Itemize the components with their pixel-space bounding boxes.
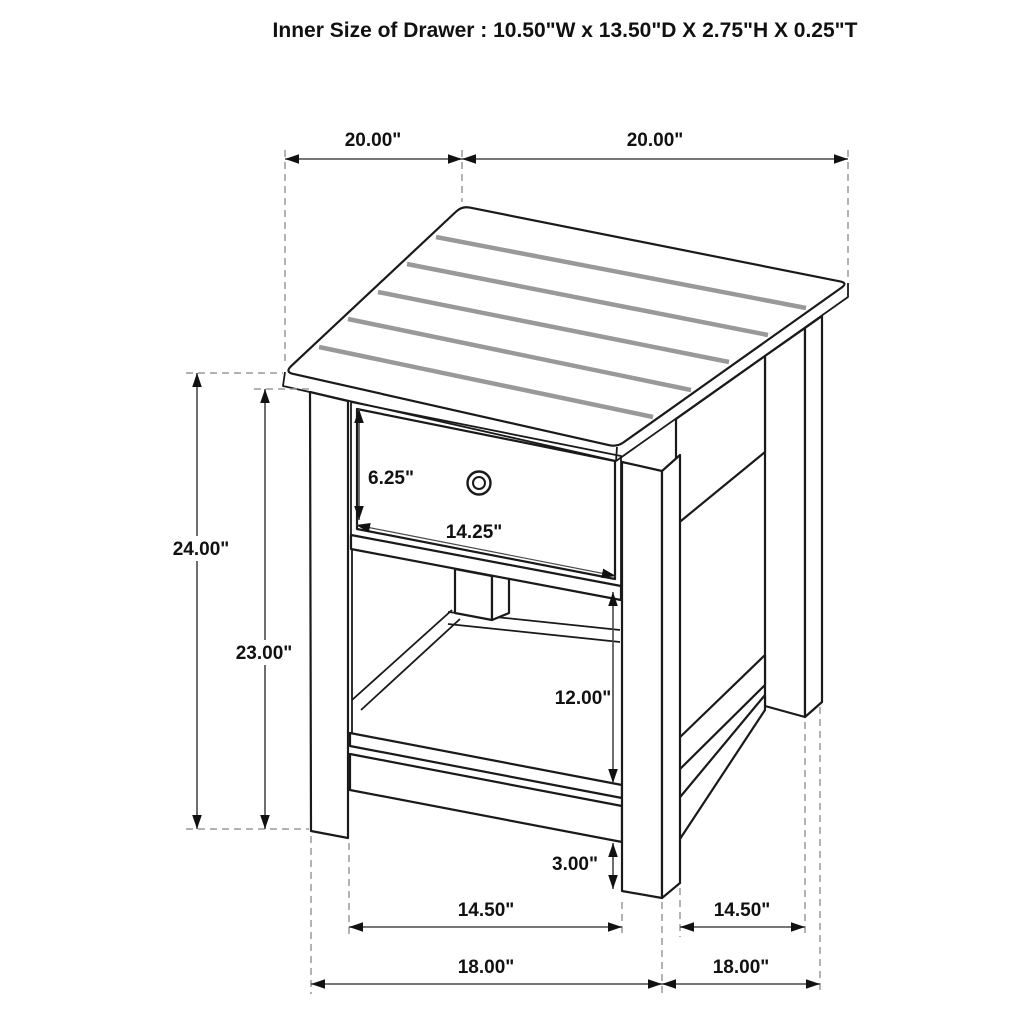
dim-label-inner-width-front: 14.50" [457, 900, 515, 921]
back-right-leg [765, 316, 822, 717]
dim-leg-height [230, 389, 300, 829]
dim-label-drawer-to-shelf: 12.00" [554, 688, 612, 709]
dim-outer-width-front [311, 957, 662, 989]
dim-label-drawer-height: 6.25" [368, 468, 414, 489]
dim-top-width-left [285, 130, 462, 164]
front-left-leg [310, 392, 348, 838]
diagram-title: Inner Size of Drawer : 10.50"W x 13.50"D X 2.75"H X 0.25"T [272, 19, 858, 42]
dim-label-outer-width-front: 18.00" [457, 957, 515, 978]
dim-overall-height [166, 373, 236, 829]
dim-label-inner-depth-side: 14.50" [713, 900, 771, 921]
dim-outer-depth-side [662, 957, 820, 989]
dim-label-stretcher-to-floor: 3.00" [552, 854, 598, 875]
dim-label-overall-height: 24.00" [172, 539, 230, 560]
table-drawing [283, 207, 848, 898]
dim-label-drawer-width: 14.25" [445, 522, 503, 543]
dim-label-top-width-left: 20.00" [344, 130, 402, 151]
dim-top-depth-right [462, 130, 848, 164]
dim-label-top-depth-right: 20.00" [626, 130, 684, 151]
front-right-leg [622, 455, 680, 898]
dim-label-leg-height: 23.00" [235, 643, 293, 664]
dim-drawer-to-shelf [555, 592, 618, 783]
dim-stretcher-to-floor [552, 843, 618, 889]
dim-inner-width-front [349, 900, 622, 932]
dim-label-outer-depth-side: 18.00" [712, 957, 770, 978]
dim-inner-depth-side [680, 900, 805, 932]
